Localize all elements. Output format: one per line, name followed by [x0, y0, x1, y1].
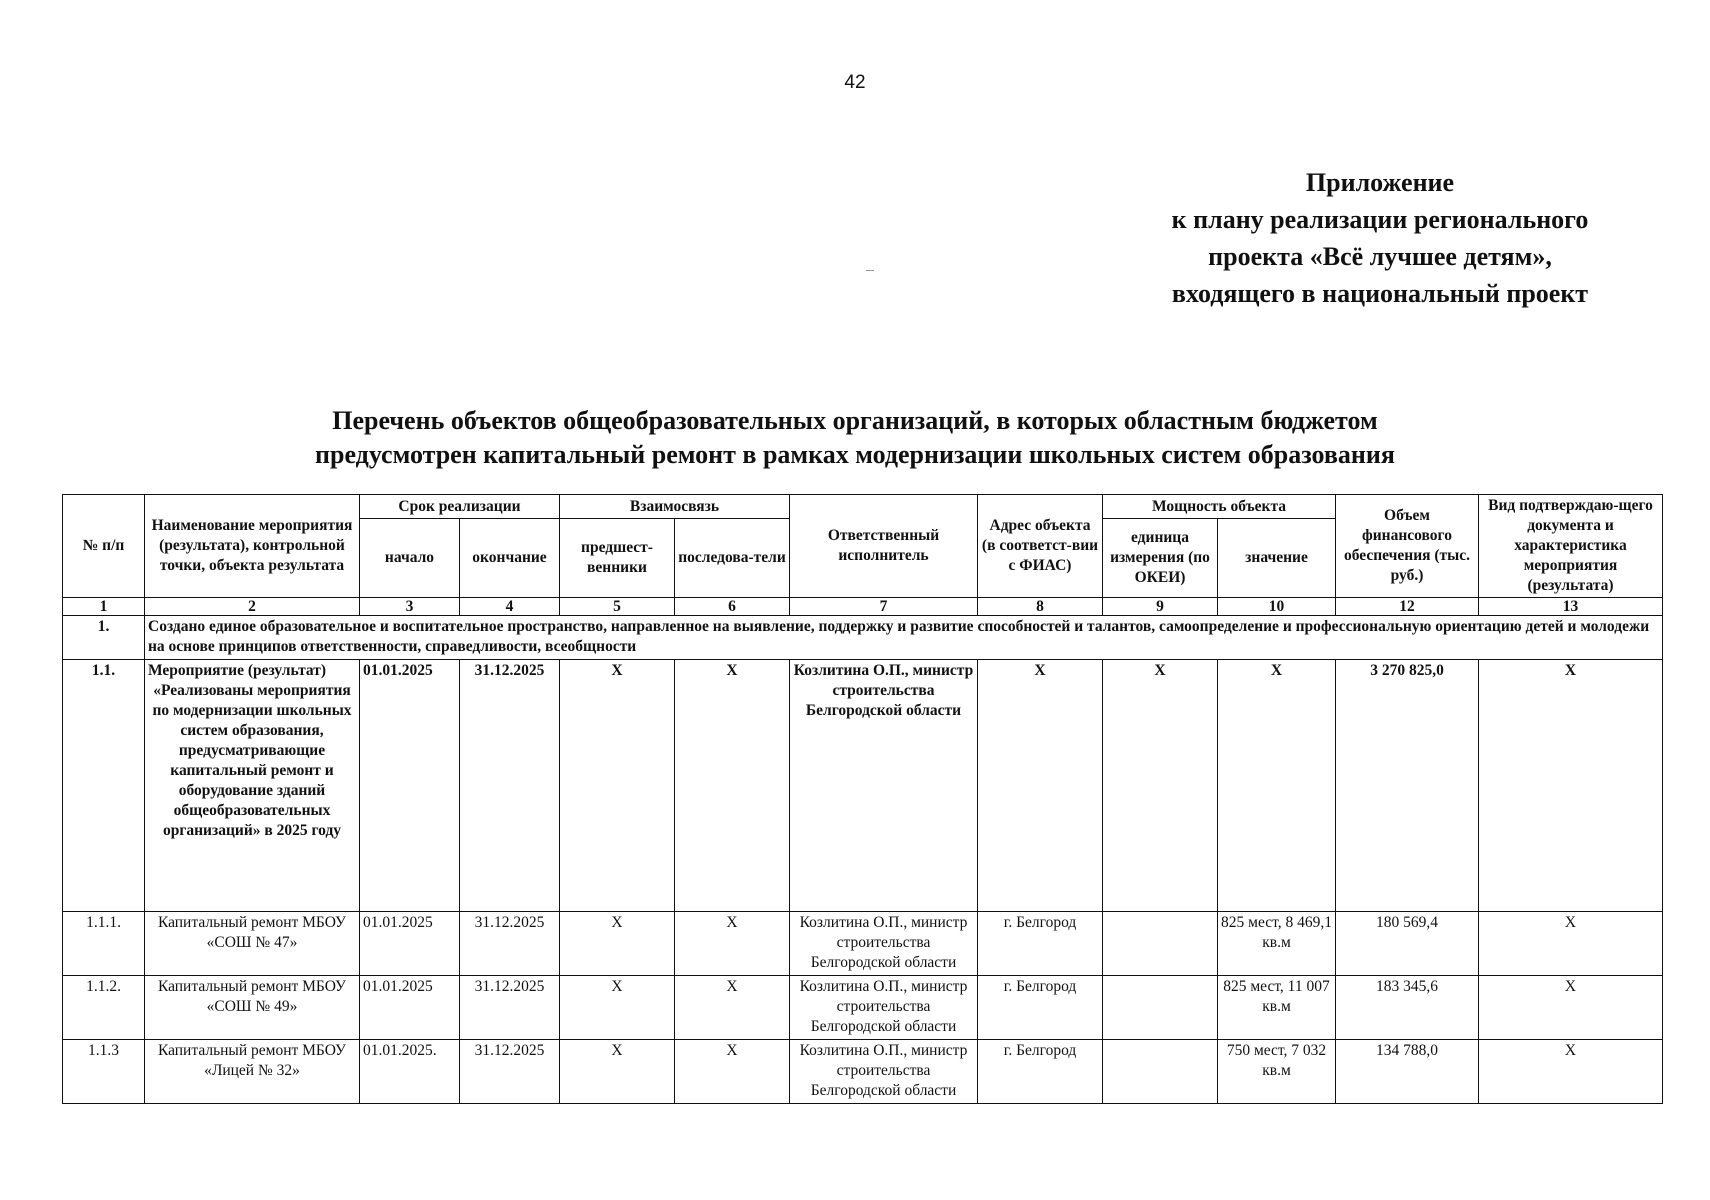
column-number: 9 — [1103, 598, 1218, 616]
activity-name — [145, 660, 360, 912]
row-num: 1.1.3 — [63, 1040, 145, 1104]
header-doc-type: Вид подтверждаю-щего документа и характеристика мероприятия (результата) — [1479, 495, 1663, 598]
header-capacity: Мощность объекта — [1103, 495, 1336, 519]
column-number: 13 — [1479, 598, 1663, 616]
column-number: 1 — [63, 598, 145, 616]
appendix-line: проекта «Всё лучшее детям», — [1208, 242, 1552, 271]
table-row — [63, 976, 1663, 1040]
activity-unit: X — [1103, 660, 1218, 912]
activity-address: X — [978, 660, 1103, 912]
header-finance: Объем финансового обеспечения (тыс. руб.) — [1336, 495, 1479, 598]
row-doc-type: X — [1479, 976, 1663, 1040]
activity-responsible: Козлитина О.П., министр строительства Белгородской области — [790, 660, 978, 912]
appendix-line: входящего в национальный проект — [1171, 279, 1589, 308]
activity-name-rest: «Реализованы мероприятия по модернизации школьных систем образования, предусматривающие капитальный ремонт и оборудование зданий общеобразовательных организаций» в 2025 году — [152, 682, 352, 839]
row-name: Капитальный ремонт МБОУ «Лицей № 32» — [145, 1040, 360, 1104]
row-value: 750 мест, 7 032 кв.м — [1218, 1040, 1336, 1104]
activity-end: 31.12.2025 — [460, 660, 560, 912]
row-successors: X — [675, 1040, 790, 1104]
row-end: 31.12.2025 — [460, 1040, 560, 1104]
row-responsible: Козлитина О.П., министр строительства Белгородской области — [790, 1040, 978, 1104]
row-doc-type: X — [1479, 1040, 1663, 1104]
column-number-row — [63, 598, 1663, 616]
header-start: начало — [360, 519, 460, 598]
header-num: № п/п — [63, 495, 145, 598]
row-address: г. Белгород — [978, 1040, 1103, 1104]
activity-start: 01.01.2025 — [360, 660, 460, 912]
row-unit — [1103, 912, 1218, 976]
header-successors: последова-тели — [675, 519, 790, 598]
row-predecessors: X — [560, 912, 675, 976]
activity-predecessors: X — [560, 660, 675, 912]
row-unit — [1103, 976, 1218, 1040]
row-name: Капитальный ремонт МБОУ «СОШ № 49» — [145, 976, 360, 1040]
page-number: 42 — [844, 72, 866, 93]
header-name: Наименование мероприятия (результата), контрольной точки, объекта результата — [145, 495, 360, 598]
row-end: 31.12.2025 — [460, 912, 560, 976]
column-number: 10 — [1218, 598, 1336, 616]
column-number: 3 — [360, 598, 460, 616]
section-text: Создано единое образовательное и воспитательное пространство, направленное на выявление, поддержку и развитие способностей и талантов, самоопределение и профессиональную ориентацию детей и молодежи на основе принципов ответственности, справедливости, всеобщности — [145, 616, 1663, 660]
column-number: 5 — [560, 598, 675, 616]
row-predecessors: X — [560, 976, 675, 1040]
header-end: окончание — [460, 519, 560, 598]
header-relation: Взаимосвязь — [560, 495, 790, 519]
table-row — [63, 1040, 1663, 1104]
activity-num: 1.1. — [63, 660, 145, 912]
column-number: 7 — [790, 598, 978, 616]
objects-table — [62, 494, 1663, 1104]
row-doc-type: X — [1479, 912, 1663, 976]
section-row — [63, 616, 1663, 660]
header-period: Срок реализации — [360, 495, 560, 519]
row-start: 01.01.2025 — [360, 976, 460, 1040]
row-finance: 183 345,6 — [1336, 976, 1479, 1040]
row-name: Капитальный ремонт МБОУ «СОШ № 47» — [145, 912, 360, 976]
row-successors: X — [675, 912, 790, 976]
row-predecessors: X — [560, 1040, 675, 1104]
activity-successors: X — [675, 660, 790, 912]
header-responsible: Ответственный исполнитель — [790, 495, 978, 598]
row-end: 31.12.2025 — [460, 976, 560, 1040]
activity-value: X — [1218, 660, 1336, 912]
row-value: 825 мест, 8 469,1 кв.м — [1218, 912, 1336, 976]
title-line: Перечень объектов общеобразовательных организаций, в которых областным бюджетом — [332, 406, 1378, 435]
row-num: 1.1.1. — [63, 912, 145, 976]
row-num: 1.1.2. — [63, 976, 145, 1040]
scan-artifact — [866, 270, 874, 271]
row-start: 01.01.2025. — [360, 1040, 460, 1104]
header-unit: единица измерения (по ОКЕИ) — [1103, 519, 1218, 598]
column-number: 8 — [978, 598, 1103, 616]
row-address: г. Белгород — [978, 912, 1103, 976]
row-unit — [1103, 1040, 1218, 1104]
header-value: значение — [1218, 519, 1336, 598]
activity-row — [63, 660, 1663, 912]
row-value: 825 мест, 11 007 кв.м — [1218, 976, 1336, 1040]
appendix-line: к плану реализации регионального — [1171, 205, 1589, 234]
document-title — [150, 404, 1560, 472]
column-number: 4 — [460, 598, 560, 616]
activity-finance: 3 270 825,0 — [1336, 660, 1479, 912]
row-successors: X — [675, 976, 790, 1040]
row-responsible: Козлитина О.П., министр строительства Белгородской области — [790, 976, 978, 1040]
row-address: г. Белгород — [978, 976, 1103, 1040]
row-finance: 134 788,0 — [1336, 1040, 1479, 1104]
column-number: 12 — [1336, 598, 1479, 616]
title-line: предусмотрен капитальный ремонт в рамках модернизации школьных систем образования — [315, 440, 1395, 469]
activity-doc-type: X — [1479, 660, 1663, 912]
column-number: 2 — [145, 598, 360, 616]
row-finance: 180 569,4 — [1336, 912, 1479, 976]
column-number: 6 — [675, 598, 790, 616]
activity-name-lead: Мероприятие (результат) — [148, 662, 327, 679]
row-responsible: Козлитина О.П., министр строительства Белгородской области — [790, 912, 978, 976]
appendix-heading — [1100, 164, 1660, 312]
header-predecessors: предшест-венники — [560, 519, 675, 598]
section-num: 1. — [63, 616, 145, 660]
header-address: Адрес объекта (в соответст-вии с ФИАС) — [978, 495, 1103, 598]
row-start: 01.01.2025 — [360, 912, 460, 976]
table-row — [63, 912, 1663, 976]
appendix-line: Приложение — [1305, 168, 1455, 197]
